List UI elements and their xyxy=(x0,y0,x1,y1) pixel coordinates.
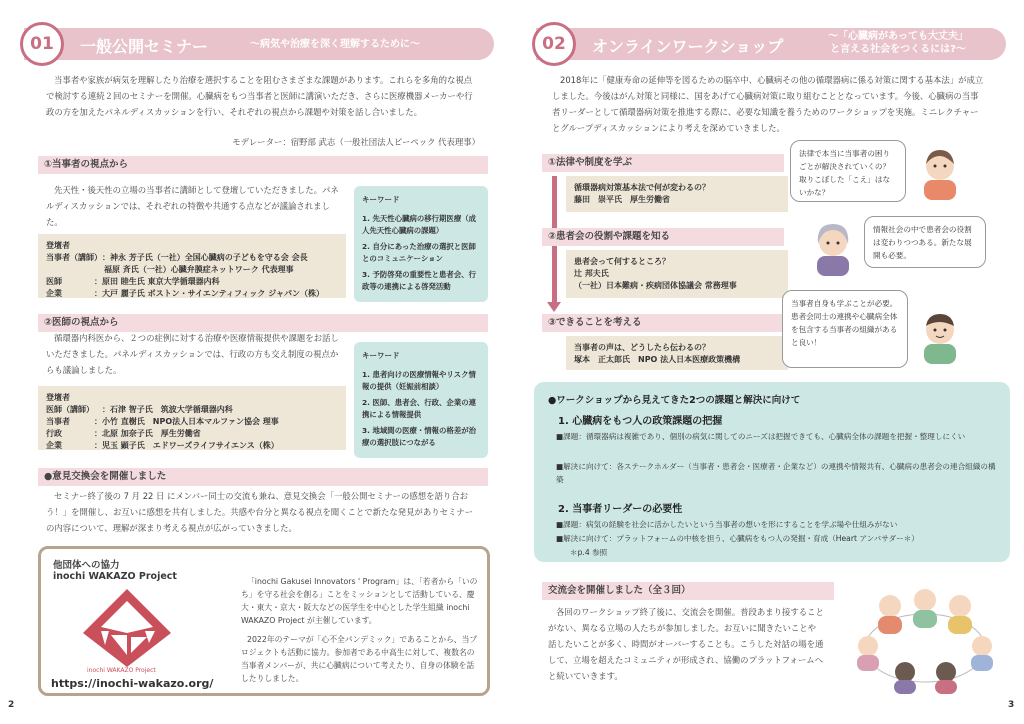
speaker-row: 企業 ：大戸 麗子氏 ボストン・サイエンティフィック ジャパン（株） xyxy=(46,289,325,298)
part1-speakers-label: 登壇者 xyxy=(46,241,70,250)
exchange-text: セミナー終了後の 7 月 22 日 にメンバー同士の交流も兼ね、意見交換会「一般公開セミナーの感想を語り合おう！」を開催し、お互いに感想を共有しました。共感や台分と異なる視点を聞くことで新たな発見がありセミナーの内容について、理解が深まり考える視点が広がっていきました。 xyxy=(46,491,474,533)
section-title: オンラインワークショップ xyxy=(592,37,784,56)
speech-bubble-2: 情報社会の中で患者会の役割は変わりつつある。新たな展開も必要。 xyxy=(864,216,986,268)
keyword-item: 3. 予防啓発の重要性と患者会、行政等の連携による啓発活動 xyxy=(362,269,476,291)
keyword-item: 2. 自分にあった治療の選択と医師とのコミュニケーション xyxy=(362,241,476,263)
page-number: 2 xyxy=(8,700,15,710)
keyword-label: キーワード xyxy=(362,195,400,204)
part2-speakers-label: 登壇者 xyxy=(46,393,70,402)
section-title: 一般公開セミナー xyxy=(80,37,209,56)
cooperation-text-1: 「inochi Gakusei Innovators ' Program」は、「若者から「いのち」を守る社会を創る」ことをミッションとして活動している、慶大・東大・京大・阪大などの医学生を中心とした学生組織 inochi WAKAZO Project が主催しています。 xyxy=(241,577,478,625)
flow-arrow-head-icon xyxy=(547,302,561,312)
step3-heading: ③できることを考える xyxy=(542,314,784,332)
speaker-row: 行政 ：北原 加奈子氏 厚生労働省 xyxy=(46,429,201,438)
section-subtitle-line2: と言える社会をつくるには?〜 xyxy=(830,44,966,55)
logo-caption: inochi WAKAZO Project xyxy=(87,667,156,674)
cooperation-label: 他団体への協力 xyxy=(53,560,120,571)
part2-heading: ②医師の視点から xyxy=(38,314,488,332)
speaker-row: 医師（講師） ：石津 智子氏 筑波大学循環器内科 xyxy=(46,405,233,414)
section-subtitle-line1: 〜「心臓病があっても大丈夫」 xyxy=(828,31,968,42)
results-issue-1: ■課題：循環器病は複雑であり、個別の病気に関してのニーズは把握できても、心臓病全体の課題を把握・整理しにくい xyxy=(556,432,966,441)
keyword-item: 1. 先天性心臓病の移行期医療（成人先天性心臓病の課題） xyxy=(362,213,476,235)
elderly-person-avatar-icon xyxy=(808,220,858,276)
exchange-heading: 交流会を開催しました（全３回） xyxy=(542,582,834,600)
page-number: 3 xyxy=(1008,700,1015,710)
keyword-item: 3. 地域間の医療・情報の格差が治療の選択肢につながる xyxy=(362,425,476,447)
intro-text: 当事者や家族が病気を理解したり治療を選択することを阻むさまざまな課題があります。これらを多角的な視点で検討する連続２回のセミナーを開催。心臓病をもつ当事者と医師に講演いただき、さらに医療機器メーカーや行政の方を加えたパネルディスカッションを行い、それぞれの視点から課題や対策を話し合いました。 xyxy=(46,75,473,117)
part1-speakers xyxy=(38,234,346,298)
results-heading-1: 1. 心臓病をもつ人の政策課題の把握 xyxy=(558,416,723,427)
cooperation-text-2: 2022年のテーマが「心不全パンデミック」であることから、当プロジェクトも活動に協力。参加者である中高生に対して、複数名の当事者メンバーが、共に心臓病について考えたり、自身の体験を話したりしました。 xyxy=(241,635,478,683)
speech-bubble-1: 法律で本当に当事者の困りごとが解決されていくの？取りこぼした「こえ」はないかな？ xyxy=(790,140,906,202)
speech-bubble-3: 当事者自身も学ぶことが必要。患者会同士の連携や心臓病全体を包含する当事者の組織があると良い！ xyxy=(782,290,908,368)
keyword-item: 1. 患者向けの医療情報やリスク情報の提供（妊娠前相談） xyxy=(362,369,476,391)
wakazo-logo-icon xyxy=(81,587,173,669)
speaker-row: 当事者 ：小竹 直樹氏 NPO法人日本マルファン協会 理事 xyxy=(46,417,279,426)
keyword-item: 2. 医師、患者会、行政、企業の連携による情報提供 xyxy=(362,397,476,419)
part2-speakers xyxy=(38,386,346,450)
results-solution-2: ■解決に向けて：プラットフォームの中核を担う、心臓病をもつ人の発掘・育成（Heart アンバサダー＊） xyxy=(556,534,919,543)
section-subtitle: 〜病気や治療を深く理解するために〜 xyxy=(250,39,420,50)
step1-box: 循環器病対策基本法で何が変わるの？ 藤田 崇平氏 厚生労働省 xyxy=(566,176,788,212)
speaker-row: 福原 斉氏（一社）心臓弁膜症ネットワーク 代表理事 xyxy=(104,265,294,274)
step3-box: 当事者の声は、どうしたら伝わるの？ 塚本 正太郎氏 NPO 法人日本医療政策機構 xyxy=(566,336,788,370)
cooperation-project-name: inochi WAKAZO Project xyxy=(53,571,177,582)
results-issue-2: ■課題：病気の経験を社会に活かしたいという当事者の想いを形にすることを学ぶ場や仕組みがない xyxy=(556,520,898,529)
exchange-heading: ●意見交換会を開催しました xyxy=(38,468,488,486)
part1-heading: ①当事者の視点から xyxy=(38,156,488,174)
results-footnote: ＊p.4 参照 xyxy=(570,548,608,557)
keyword-label: キーワード xyxy=(362,351,400,360)
cooperation-box xyxy=(38,546,490,696)
step2-box: 患者会って何するところ？ 辻 邦夫氏 （一社）日本難病・疾病団体協議会 常務理事 xyxy=(566,250,788,298)
results-solution-1: ■解決に向けて：各ステークホルダー（当事者・患者会・医療者・企業など）の連携や情報共有、心臓病の患者会の連合組織の構築 xyxy=(556,462,996,484)
part2-keywords xyxy=(354,342,488,458)
part1-keywords xyxy=(354,186,488,302)
exchange-text: 各回のワークショップ終了後に、交流会を開催。普段あまり接することがない、異なる立場の人たちが参加しました。お互いに聞きたいことや話したいことが多く、時間がオーバーすることも。こうした対話の場を通して、立場を超えたコミュニティが形成され、協働のプラットフォームへと続いていきます。 xyxy=(548,607,824,681)
speaker-row: 企業 ：児玉 顕子氏 エドワーズライフサイエンス（株） xyxy=(46,441,279,450)
section-number-badge: 02 xyxy=(532,22,576,66)
speaker-row: 当事者（講師） ：神永 芳子氏（一社）全国心臓病の子どもを守る会 会長 xyxy=(46,253,308,262)
man-avatar-icon xyxy=(916,308,964,364)
right-page xyxy=(512,0,1024,724)
results-heading-2: 2. 当事者リーダーの必要性 xyxy=(558,504,683,515)
part1-text: 先天性・後天性の立場の当事者に講師として登壇していただきました。パネルディスカッションでは、それぞれの特徴や共通する点などが議論されました。 xyxy=(46,185,339,227)
step2-heading: ②患者会の役割や課題を知る xyxy=(542,228,784,246)
speaker-row: 医師 ：原田 睦生氏 東京大学循環器内科 xyxy=(46,277,220,286)
intro-text: 2018年に「健康寿命の延伸等を図るための脳卒中、心臓病その他の循環器病に係る対策に関する基本法」が成立しました。今後はがん対策と同様に、国をあげて心臓病対策に取り組むこととなっています。今後、心臓病の当事者リーダーとして循環器病対策を推進する際に、必要な知識を養うためのワークショップを実施。ミニレクチャーとグループディスカッションにより考えを深めていきました。 xyxy=(552,75,984,133)
person-avatar-icon xyxy=(916,144,964,200)
section-number-badge: 01 xyxy=(20,22,64,66)
part2-text: 循環器内科医から、２つの症例に対する治療や医療情報提供や課題をお話しいただきました。パネルディスカッションでは、行政の方も交え制度の視点からも議論しました。 xyxy=(46,333,339,375)
moderator: モデレーター：宿野部 武志（一般社団法人ピーペック 代表理事） xyxy=(232,137,480,147)
project-url-link[interactable]: https://inochi-wakazo.org/ xyxy=(51,677,214,690)
people-circle-illustration-icon xyxy=(850,586,1000,696)
step1-heading: ①法律や制度を学ぶ xyxy=(542,154,784,172)
results-title: ●ワークショップから見えてきた2つの課題と解決に向けて xyxy=(548,395,801,406)
